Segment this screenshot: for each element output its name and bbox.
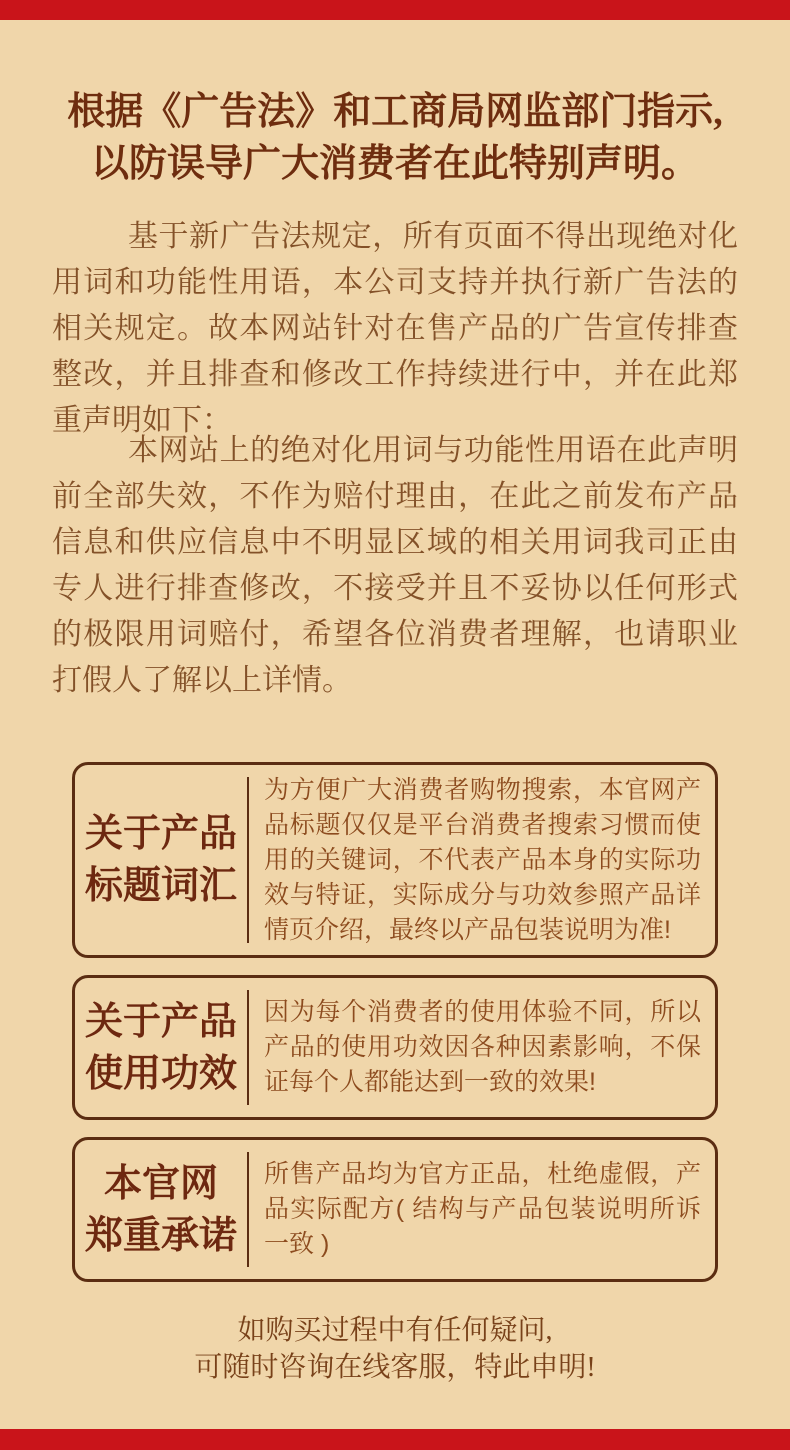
notice-box-official-promise	[72, 1137, 718, 1282]
notice-box-title	[75, 996, 247, 1100]
bottom-accent-bar	[0, 1429, 790, 1450]
disclaimer-paragraph-1: 基于新广告法规定，所有页面不得出现绝对化用词和功能性用语，本公司支持并执行新广告法的相关规定。故本网站针对在售产品的广告宣传排查整改，并且排查和修改工作持续进行中，并在此郑重声明如下：	[52, 220, 738, 437]
notice-box-title	[75, 1158, 247, 1262]
footer-note-line-1: 如购买过程中有任何疑问,	[237, 1315, 553, 1346]
notice-box-title-line-1: 本官网	[103, 1162, 218, 1205]
notice-box-title-line-2: 标题词汇	[84, 865, 237, 907]
notice-box-product-efficacy	[72, 975, 718, 1120]
disclaimer-paragraph-2: 本网站上的绝对化用词与功能性用语在此声明前全部失效，不作为赔付理由，在此之前发布产品信息和供应信息中不明显区域的相关用词我司正由专人进行排查修改，不接受并且不妥协以任何形式的极限用词赔付，希望各位消费者理解，也请职业打假人了解以上详情。	[52, 434, 738, 697]
footer-note-line-2: 可随时咨询在线客服，特此申明!	[194, 1352, 596, 1383]
notice-box-title	[75, 808, 247, 912]
page-title-line-1: 根据《广告法》和工商局网监部门指示,	[67, 91, 723, 133]
notice-box-title-line-2: 使用功效	[84, 1052, 237, 1095]
page-title-line-2: 以防误导广大消费者在此特别声明。	[90, 143, 699, 185]
notice-box-title-line-1: 关于产品	[84, 1000, 237, 1043]
notice-box-title-line-1: 关于产品	[84, 813, 237, 855]
top-accent-bar	[0, 0, 790, 20]
notice-box-title-line-2: 郑重承诺	[84, 1214, 237, 1257]
notice-box-body: 所售产品均为官方正品，杜绝虚假，产品实际配方( 结构与产品包装说明所诉一致 )	[264, 1160, 701, 1258]
footer-note	[0, 1312, 790, 1386]
page-title	[0, 86, 790, 190]
notice-box-body: 因为每个消费者的使用体验不同，所以产品的使用功效因各种因素影响，不保证每个人都能达到一致的效果!	[264, 998, 701, 1096]
notice-box-body: 为方便广大消费者购物搜索，本官网产品标题仅仅是平台消费者搜索习惯而使用的关键词，不代表产品本身的实际功效与特证，实际成分与功效参照产品详情页介绍，最终以产品包装说明为准!	[264, 775, 701, 944]
notice-box-product-title	[72, 762, 718, 958]
